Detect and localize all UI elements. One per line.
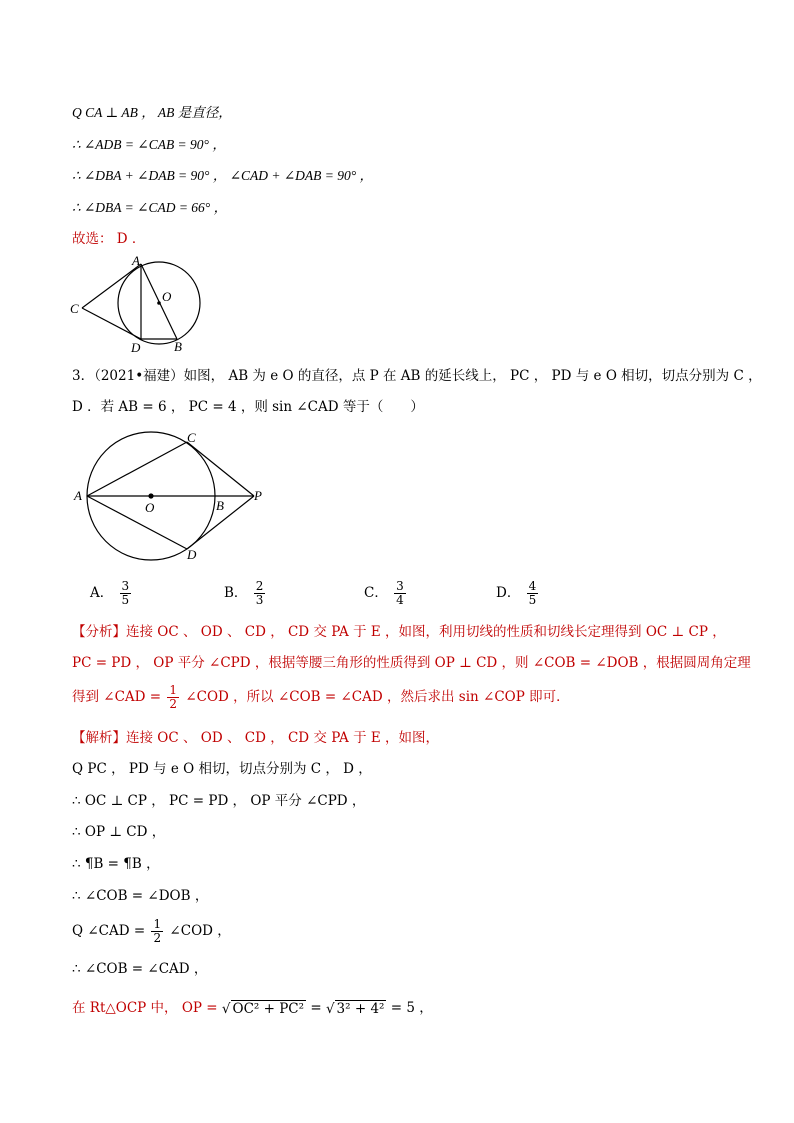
analysis-line-3: 得到 ∠CAD = $\frac{1}{2}$ ∠COD ，所以 ∠COB = ∠CAD ，然后求出 sin ∠COP 即可． — [72, 683, 570, 711]
question-3-line-2: D ．若 AB = 6 ， PC = 4 ，则 sin ∠CAD 等于（ ） — [72, 399, 424, 415]
sqrt-2: √ 3² + 4² — [325, 1000, 385, 1017]
fig2-label-d: D — [187, 547, 197, 562]
fig2-label-a: A — [74, 488, 82, 503]
analysis-line-1: 【分析】连接 OC 、 OD 、 CD ， CD 交 PA 于 E ，如图，利用切线的性质和切线长定理得到 OC ⊥ CP ， — [72, 624, 726, 640]
proof-line-3: ∴ ∠DBA + ∠DAB = 90° ， ∠CAD + ∠DAB = 90° ， — [72, 168, 374, 183]
solution-line-3: ∴ OC ⊥ CP ， PC = PD ， OP 平分 ∠CPD ， — [72, 793, 366, 809]
fig1-label-o: O — [162, 289, 172, 304]
solution-line-4: ∴ OP ⊥ CD ， — [72, 824, 166, 840]
fig2-label-p: P — [254, 488, 262, 503]
sqrt-1: √ OC² + PC² — [221, 1000, 305, 1017]
analysis-line-2: PC = PD ， OP 平分 ∠CPD ，根据等腰三角形的性质得到 OP ⊥ CD ，则 ∠COB = ∠DOB ，根据圆周角定理 — [72, 655, 751, 671]
option-d: D． $\frac{4}{5}$ — [496, 579, 537, 607]
question-3-line-1: 3．（2021•福建）如图， AB 为 e O 的直径，点 P 在 AB 的延长线上， PC ， PD 与 e O 相切，切点分别为 C ， — [72, 368, 762, 384]
solution-line-2: Q PC ， PD 与 e O 相切，切点分别为 C ， D ， — [72, 761, 372, 777]
fig1-label-d: D — [131, 340, 141, 355]
fig1-label-b: B — [174, 339, 182, 354]
solution-line-5: ∴ ¶B = ¶B ， — [72, 856, 160, 872]
solution-tag: 【解析】 — [72, 730, 126, 746]
solution-line-8: ∴ ∠COB = ∠CAD ， — [72, 961, 208, 977]
figure-2-circle-diagram — [70, 428, 280, 568]
fig2-label-b: B — [216, 498, 224, 513]
option-c: C． $\frac{3}{4}$ — [364, 579, 404, 607]
proof-line-1: Q CA ⊥ AB ， AB 是直径， — [72, 105, 232, 120]
fig1-label-c: C — [70, 301, 79, 316]
solution-line-7: Q ∠CAD = $\frac{1}{2}$ ∠COD ， — [72, 917, 231, 945]
analysis-tag: 【分析】 — [72, 624, 126, 640]
solution-line-9: 在 Rt△OCP 中， OP = √ OC² + PC² = √ 3² + 4² = 5 ， — [72, 1000, 433, 1017]
fig1-label-a: A — [132, 253, 140, 268]
figure-1-circle-diagram — [60, 255, 220, 355]
answer-line: 故选： D ． — [72, 231, 146, 247]
fig2-label-c: C — [187, 430, 196, 445]
fig2-label-o: O — [145, 500, 155, 515]
proof-line-4: ∴ ∠DBA = ∠CAD = 66° ， — [72, 200, 228, 215]
option-b: B． $\frac{2}{3}$ — [224, 579, 264, 607]
solution-line-6: ∴ ∠COB = ∠DOB ， — [72, 888, 209, 904]
solution-line-1: 【解析】连接 OC 、 OD 、 CD ， CD 交 PA 于 E ，如图， — [72, 730, 440, 746]
option-a: A． $\frac{3}{5}$ — [90, 579, 130, 607]
proof-line-2: ∴ ∠ADB = ∠CAB = 90° ， — [72, 137, 226, 152]
